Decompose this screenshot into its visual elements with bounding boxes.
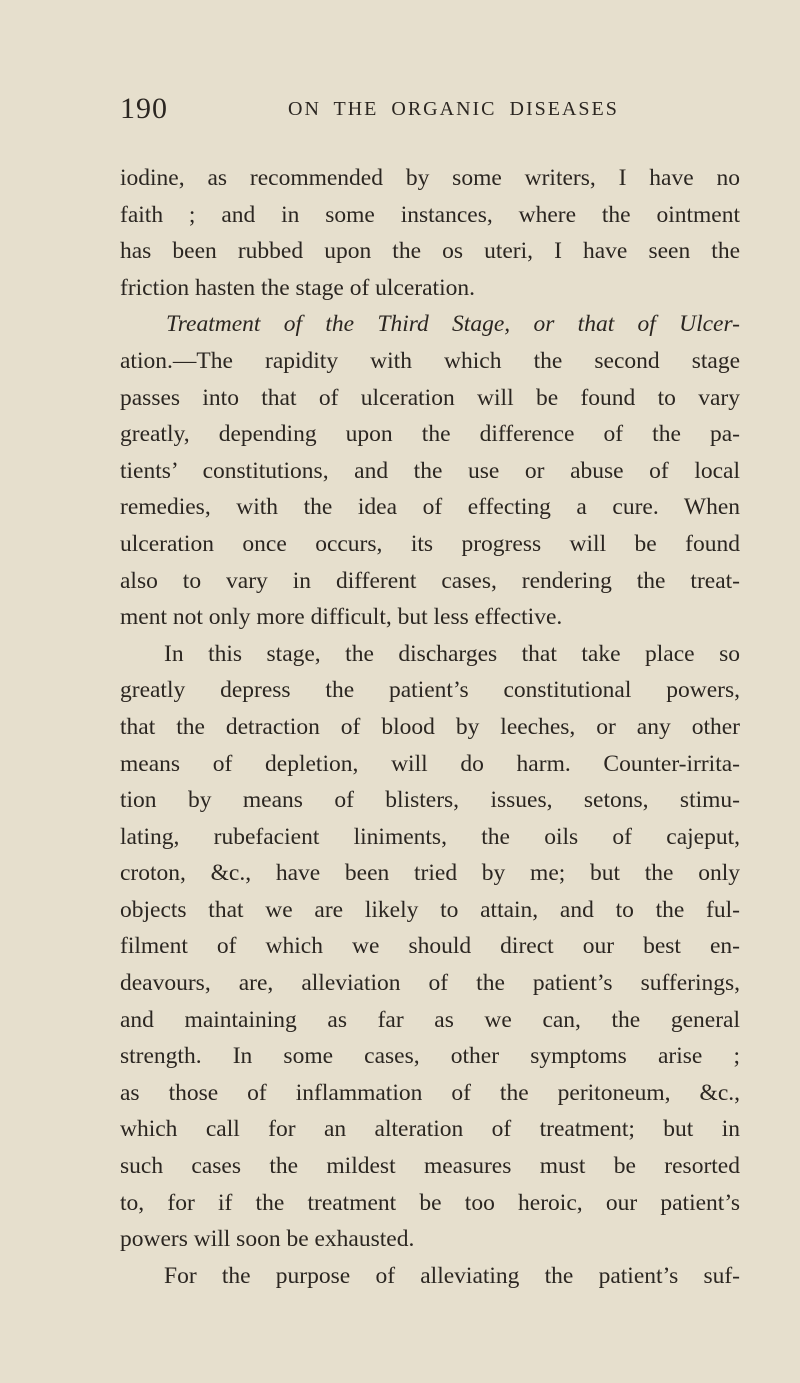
text-line: For the purpose of alleviating the patient’s suf- bbox=[164, 1262, 740, 1289]
text-line: tion by means of blisters, issues, setons, stimu- bbox=[120, 787, 740, 814]
text-line: ment not only more difficult, but less effective. bbox=[120, 604, 563, 631]
text-line: means of depletion, will do harm. Counter-irrita- bbox=[120, 750, 740, 777]
text-line: powers will soon be exhausted. bbox=[120, 1226, 415, 1253]
body-text bbox=[120, 160, 740, 1294]
text-line: iodine, as recommended by some writers, I have no bbox=[120, 165, 740, 191]
text-line: greatly depress the patient’s constitutional powers, bbox=[120, 677, 740, 704]
text-line: lating, rubefacient liniments, the oils of cajeput, bbox=[120, 823, 740, 850]
text-line: to, for if the treatment be too heroic, our patient’s bbox=[120, 1189, 740, 1216]
page-number: 190 bbox=[120, 92, 168, 125]
text-line: strength. In some cases, other symptoms arise ; bbox=[120, 1043, 740, 1070]
running-head: ON THE ORGANIC DISEASES bbox=[288, 98, 619, 120]
text-line: such cases the mildest measures must be resorted bbox=[120, 1153, 740, 1180]
page-header bbox=[120, 92, 740, 132]
text-line: greatly, depending upon the difference of the pa- bbox=[120, 421, 740, 448]
text-line: ation.—The rapidity with which the second stage bbox=[120, 347, 740, 374]
section-heading-italic: Treatment of the Third Stage, or that of Ulcer- bbox=[166, 311, 740, 338]
text-line: that the detraction of blood by leeches, or any other bbox=[120, 713, 740, 740]
text-line: objects that we are likely to attain, and to the ful- bbox=[120, 896, 740, 923]
text-line: passes into that of ulceration will be found to vary bbox=[120, 384, 740, 411]
text-line: tients’ constitutions, and the use or abuse of local bbox=[120, 457, 740, 484]
text-line: faith ; and in some instances, where the ointment bbox=[120, 201, 740, 228]
text-line: has been rubbed upon the os uteri, I have seen the bbox=[120, 238, 740, 265]
text-line: ulceration once occurs, its progress will be found bbox=[120, 530, 740, 557]
text-line: also to vary in different cases, rendering the treat- bbox=[120, 567, 740, 594]
text-line: croton, &c., have been tried by me; but the only bbox=[120, 860, 740, 887]
text-line: as those of inflammation of the peritoneum, &c., bbox=[120, 1079, 740, 1106]
text-line: remedies, with the idea of effecting a cure. When bbox=[120, 494, 740, 521]
text-line: filment of which we should direct our best en- bbox=[120, 933, 740, 960]
text-line: and maintaining as far as we can, the general bbox=[120, 1006, 740, 1033]
section-heading bbox=[120, 306, 740, 343]
text-line: which call for an alteration of treatment; but in bbox=[120, 1116, 740, 1143]
text-line: deavours, are, alleviation of the patient’s sufferings, bbox=[120, 970, 740, 997]
text-line: In this stage, the discharges that take place so bbox=[164, 640, 740, 667]
text-line: friction hasten the stage of ulceration. bbox=[120, 274, 475, 301]
